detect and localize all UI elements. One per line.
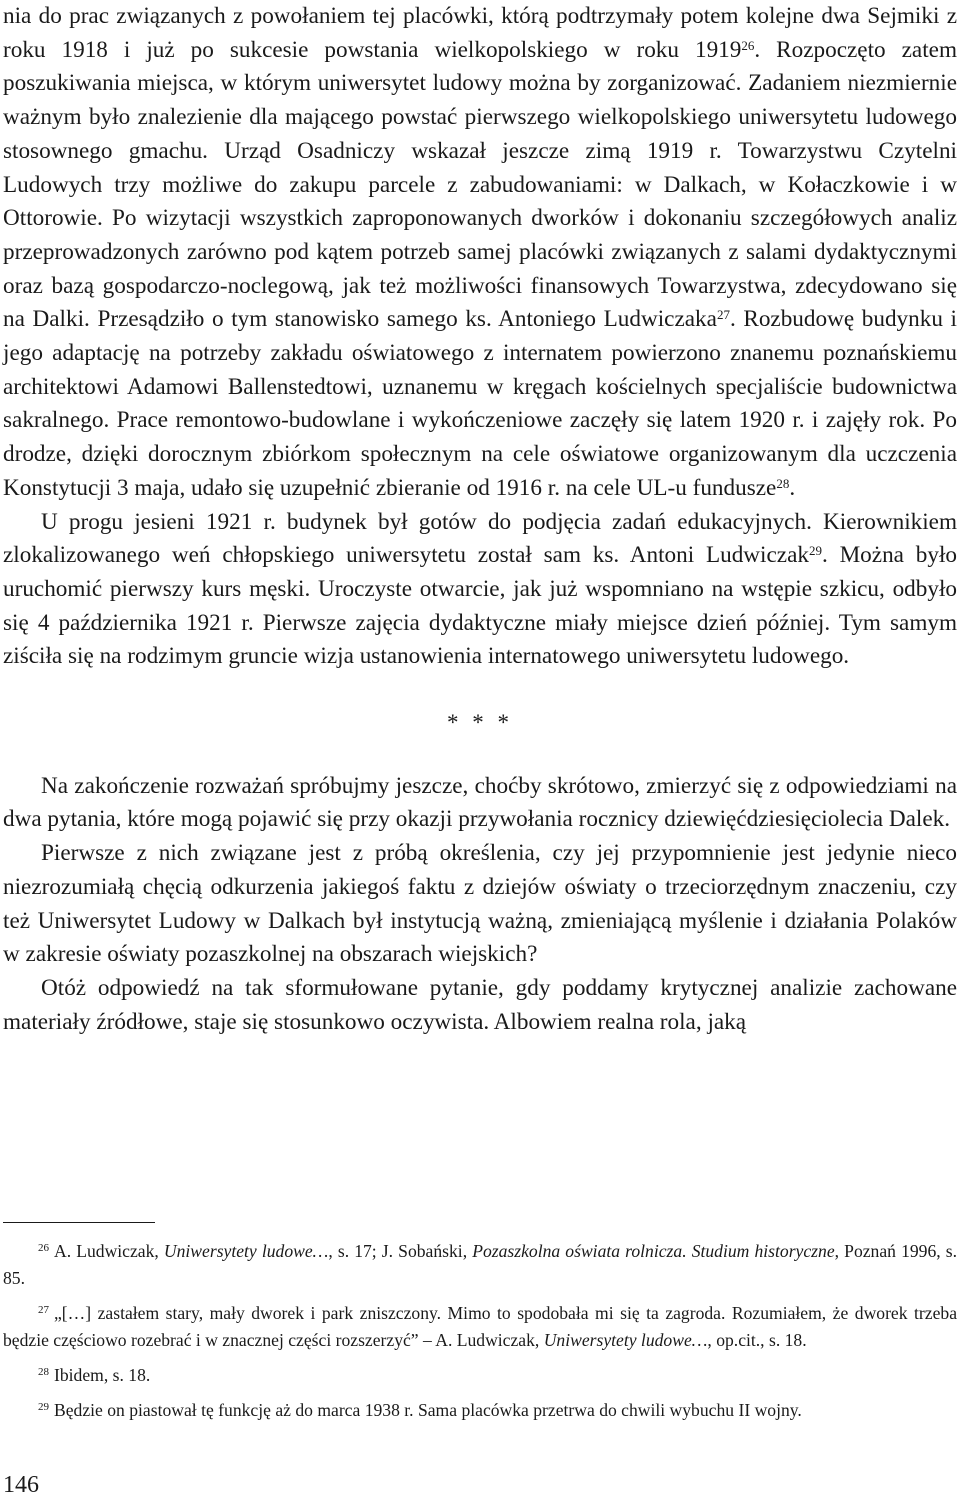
page-number: 146	[3, 1472, 39, 1498]
footnote-text: Będzie on piastował tę funkcję aż do marca 1938 r. Sama placówka przetrwa do chwili wybuchu II wojny.	[54, 1400, 802, 1420]
footnote-number: 29	[38, 1400, 49, 1413]
text-run: U progu jesieni 1921 r. budynek był gotów do podjęcia zadań edukacyjnych. Kierownikiem zlokalizowanego weń chłopskiego uniwersytetu został sam ks. Antoni Ludwiczak	[3, 508, 957, 569]
footnote-number: 27	[38, 1303, 49, 1316]
footnote-title: Uniwersytety ludowe…	[543, 1330, 708, 1350]
footnote-ref-27: 27	[716, 307, 730, 323]
footnote-ref-29: 29	[808, 543, 822, 559]
footnote-text: , s. 17; J. Sobański,	[328, 1241, 473, 1261]
main-text	[3, 0, 957, 1039]
footnote-number: 28	[38, 1365, 49, 1378]
text-run: . Można było uruchomić pierwszy kurs męski. Uroczyste otwarcie, jak już wspomniano na wstępie szkicu, odbyło się 4 października 1921 r. Pierwsze zajęcia dydaktyczne miały miejsce dzień później. Tym samym ziściła się na rodzimym gruncie wizja ustanowienia internatowego uniwersytetu ludowego.	[3, 542, 957, 670]
footnote-divider	[3, 1222, 155, 1223]
paragraph-3: Na zakończenie rozważań spróbujmy jeszcze, choćby skrótowo, zmierzyć się z odpowiedziami na dwa pytania, które mogą pojawić się przy okazji przywołania rocznicy dziewięćdziesięciolecia Dalek.	[3, 772, 957, 833]
footnote-ref-26: 26	[741, 37, 755, 53]
footnote-number: 26	[38, 1241, 49, 1254]
footnote-text: A. Ludwiczak,	[54, 1241, 164, 1261]
footnote-text: , op.cit., s. 18.	[707, 1330, 807, 1350]
footnote-title: Uniwersytety ludowe…	[163, 1241, 329, 1261]
footnote-26	[3, 1238, 957, 1292]
paragraph-2	[3, 506, 957, 675]
section-separator: * * *	[447, 710, 513, 736]
footnote-29	[3, 1397, 957, 1424]
paragraph-1	[3, 0, 957, 506]
footnote-text: , Poznań 1996, s. 85.	[3, 1241, 958, 1288]
text-run: nia do prac związanych z powołaniem tej placówki, którą podtrzymały potem kolejne dwa Sejmiki z roku 1918 i już po sukcesie powstania wielkopolskiego w roku 1919	[3, 3, 957, 63]
footnote-27	[3, 1300, 957, 1354]
paragraph-4: Pierwsze z nich związane jest z próbą określenia, czy jej przypomnienie jest jedynie nieco niezrozumiałą chęcią odkurzenia jakiegoś faktu z dziejów oświaty o trzeciorzędnym znaczeniu, czy też Uniwersytet Ludowy w Dalkach był instytucją ważną, zmieniającą myślenie i działania Polaków w zakresie oświaty pozaszkolnej na obszarach wiejskich?	[3, 840, 957, 968]
text-run: . Rozpoczęto zatem poszukiwania miejsca, w którym uniwersytet ludowy można by zorganizować. Zadaniem niezmiernie ważnym było znalezienie dla mającego powstać pierwszego wielkopolskiego uniwersytetu ludowego stosownego gmachu. Urząd Osadniczy wskazał jeszcze zimą 1919 r. Towarzystwu Czytelni Ludowych trzy możliwe do zakupu parcele z zabudowaniami: w Dalkach, w Kołaczkowie i w Ottorowie. Po wizytacji wszystkich zaproponowanych dworków i dokonaniu szczegółowych analiz przeprowadzonych zarówno pod kątem potrzeb samej placówki związanych z salami dydaktycznymi oraz bazą gospodarczo-noclegową, jak też możliwości finansowych Towarzystwa, zdecydowano się na Dalki. Przesądziło o tym stanowisko samego ks. Antoniego Ludwiczaka	[3, 36, 957, 333]
footnote-28	[3, 1362, 957, 1389]
text-run: . Rozbudowę budynku i jego adaptację na potrzeby zakładu oświatowego z internatem powierzono znanemu poznańskiemu architektowi Adamowi Ballenstedtowi, uznanemu w kręgach kościelnych specjaliście budownictwa sakralnego. Prace remontowo-budowlane i wykończeniowe zaczęły się latem 1920 r. i zajęły rok. Po drodze, dzięki dorocznym zbiórkom społecznym na cele oświatowe organizowanym dla uczczenia Konstytucji 3 maja, udało się uzupełnić zbieranie od 1916 r. na cele UL-u fundusze	[3, 306, 957, 501]
footnote-text: „[…] zastałem stary, mały dworek i park zniszczony. Mimo to spodobała mi się ta zagroda. Rozumiałem, że dworek trzeba będzie częściowo rozebrać i w znacznej części rozszerzyć” – A. Ludwiczak,	[3, 1303, 957, 1350]
footnote-title: Pozaszkolna oświata rolnicza. Studium historyczne	[472, 1241, 835, 1261]
footnote-ref-28: 28	[776, 475, 790, 491]
footnote-text: Ibidem, s. 18.	[54, 1365, 151, 1385]
footnotes	[3, 1238, 957, 1432]
text-run: .	[789, 474, 796, 501]
paragraph-5: Otóż odpowiedź na tak sformułowane pytanie, gdy poddamy krytycznej analizie zachowane materiały źródłowe, staje się stosunkowo oczywista. Albowiem realna rola, jaką	[3, 974, 957, 1035]
